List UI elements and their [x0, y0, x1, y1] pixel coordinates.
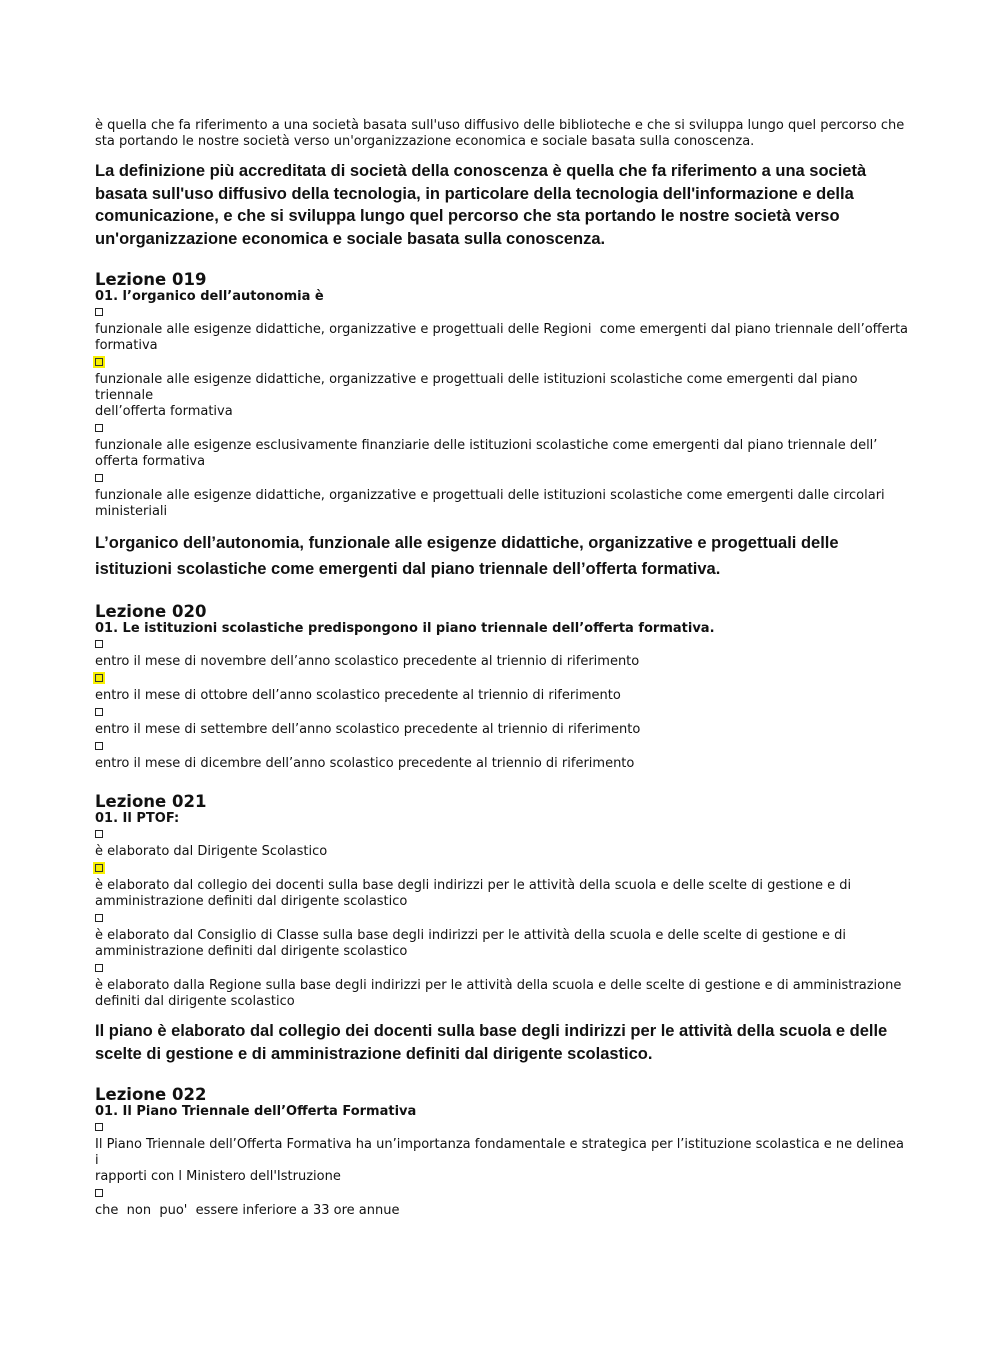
option-text: entro il mese di novembre dell’anno scolastico precedente al triennio di riferimento [95, 654, 640, 669]
option-checkbox[interactable] [95, 304, 910, 322]
lesson-answer: L’organico dell’autonomia, funzionale alle esigenze didattiche, organizzative e progettuali delle istituzioni scolastiche come emergenti dal piano triennale dell’offerta formativa. [95, 534, 839, 578]
lesson-title: Lezione 021 [95, 792, 207, 811]
option-text: funzionale alle esigenze esclusivamente finanziarie delle istituzioni scolastiche come emergenti dal piano triennale dell’ offerta formativa [95, 438, 878, 469]
option-checkbox[interactable] [95, 1119, 910, 1137]
option-checkbox[interactable] [95, 704, 910, 722]
option-text: è elaborato dal Consiglio di Classe sulla base degli indirizzi per le attività della scuola e delle scelte di gestione e di amministrazione definiti dal dirigente scolastico [95, 928, 846, 959]
option-checkbox[interactable] [95, 636, 910, 654]
option-text: funzionale alle esigenze didattiche, organizzative e progettuali delle istituzioni scolastiche come emergenti dalle circolari ministeriali [95, 488, 885, 519]
lesson-title: Lezione 020 [95, 602, 207, 621]
option-text: funzionale alle esigenze didattiche, organizzative e progettuali delle istituzioni scolastiche come emergenti dal piano triennale dell’offerta formativa [95, 372, 858, 419]
option-checkbox[interactable] [95, 738, 910, 756]
document-page [95, 118, 910, 1219]
option-checkbox-highlighted[interactable] [95, 354, 910, 372]
option-text: che non puo' essere inferiore a 33 ore annue [95, 1203, 400, 1218]
question-text: 01. Le istituzioni scolastiche predispongono il piano triennale dell’offerta formativa. [95, 621, 715, 636]
question-text: 01. Il PTOF: [95, 811, 180, 826]
question-text: 01. l’organico dell’autonomia è [95, 289, 324, 304]
option-checkbox[interactable] [95, 470, 910, 488]
option-text: Il Piano Triennale dell’Offerta Formativa ha un’importanza fondamentale e strategica per l’istituzione scolastica e ne delinea i rapporti con l Ministero dell'Istruzione [95, 1137, 904, 1184]
question-text: 01. Il Piano Triennale dell’Offerta Formativa [95, 1104, 417, 1119]
option-text: funzionale alle esigenze didattiche, organizzative e progettuali delle Regioni come emergenti dal piano triennale dell’offerta formativa [95, 322, 909, 353]
option-checkbox[interactable] [95, 960, 910, 978]
intro-line-2: sta portando le nostre società verso un'organizzazione economica e sociale basata sulla conoscenza. [95, 134, 755, 149]
lesson-answer: Il piano è elaborato dal collegio dei docenti sulla base degli indirizzi per le attività della scuola e delle scelte di gestione e di amministrazione definiti dal dirigente scolastico. [95, 1022, 888, 1063]
lesson-title: Lezione 022 [95, 1085, 207, 1104]
option-checkbox-highlighted[interactable] [95, 860, 910, 878]
option-checkbox[interactable] [95, 1185, 910, 1203]
intro-line-1: è quella che fa riferimento a una società basata sull'uso diffusivo delle biblioteche e che si sviluppa lungo quel percorso che [95, 118, 905, 133]
option-checkbox[interactable] [95, 910, 910, 928]
option-checkbox[interactable] [95, 826, 910, 844]
lesson-022 [95, 1085, 910, 1219]
lesson-title: Lezione 019 [95, 270, 207, 289]
option-checkbox[interactable] [95, 420, 910, 438]
option-checkbox-highlighted[interactable] [95, 670, 910, 688]
option-text: è elaborato dal Dirigente Scolastico [95, 844, 328, 859]
lesson-020 [95, 602, 910, 772]
lesson-021 [95, 792, 910, 1065]
option-text: è elaborato dalla Regione sulla base degli indirizzi per le attività della scuola e delle scelte di gestione e di amministrazione definiti dal dirigente scolastico [95, 978, 902, 1009]
intro-answer: La definizione più accreditata di società della conoscenza è quella che fa riferimento a una società basata sull'uso diffusivo della tecnologia, in particolare della tecnologia dell'informazione e della comunicazione, e che si sviluppa lungo quel percorso che sta portando le nostre società verso un'organizzazione economica e sociale basata sulla conoscenza. [95, 162, 867, 248]
option-text: entro il mese di ottobre dell’anno scolastico precedente al triennio di riferimento [95, 688, 621, 703]
lesson-019 [95, 270, 910, 582]
option-text: entro il mese di dicembre dell’anno scolastico precedente al triennio di riferimento [95, 756, 635, 771]
option-text: è elaborato dal collegio dei docenti sulla base degli indirizzi per le attività della scuola e delle scelte di gestione e di amministrazione definiti dal dirigente scolastico [95, 878, 852, 909]
option-text: entro il mese di settembre dell’anno scolastico precedente al triennio di riferimento [95, 722, 641, 737]
